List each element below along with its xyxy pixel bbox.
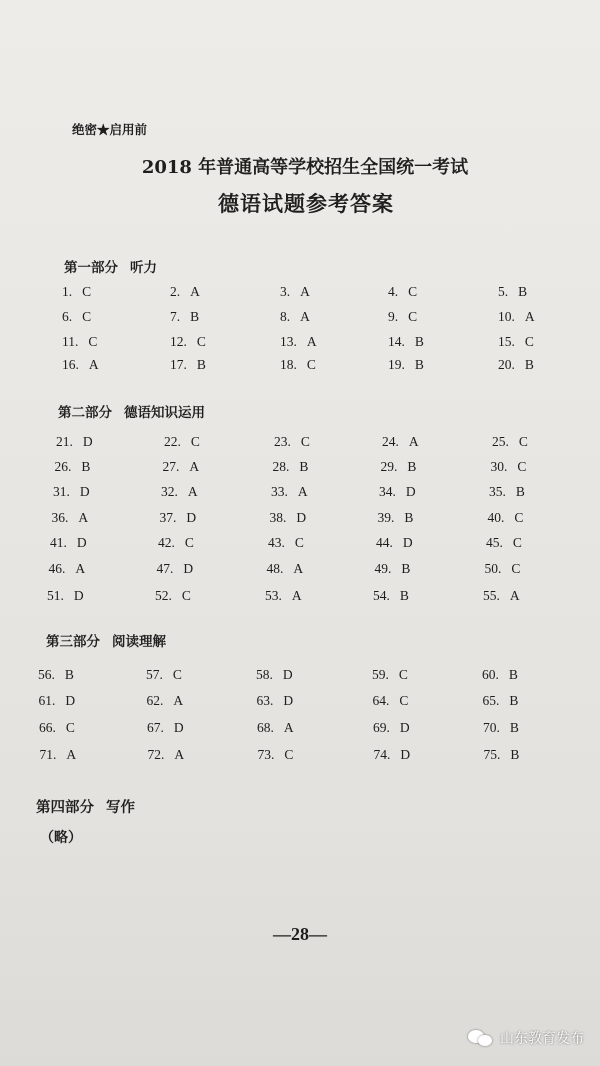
answer-item xyxy=(373,720,410,736)
section-subtitle: 阅读理解 xyxy=(112,634,166,650)
question-number: 32. xyxy=(161,484,178,499)
answer-letter: B xyxy=(515,484,525,499)
question-number: 57. xyxy=(146,667,163,682)
answer-item xyxy=(498,309,535,325)
answer-letter: B xyxy=(64,667,74,682)
answer-item xyxy=(55,459,91,475)
question-number: 67. xyxy=(147,720,164,735)
answer-item xyxy=(280,334,317,350)
watermark-text: 山东教育发布 xyxy=(500,1031,584,1047)
answer-item xyxy=(164,434,200,450)
question-number: 51. xyxy=(47,588,64,603)
answer-item xyxy=(256,667,293,683)
answer-item xyxy=(488,510,524,526)
question-number: 49. xyxy=(374,561,392,576)
question-number: 7. xyxy=(170,309,181,324)
answer-item xyxy=(486,535,522,551)
answer-letter: C xyxy=(294,535,304,550)
question-number: 23. xyxy=(274,434,291,449)
answer-letter: A xyxy=(297,484,308,499)
answer-letter: D xyxy=(402,535,413,550)
answer-letter: D xyxy=(282,667,293,682)
section-heading-part4 xyxy=(36,796,135,817)
section-title: 第一部分 xyxy=(64,260,118,276)
question-number: 59. xyxy=(372,667,389,682)
page-number: —28— xyxy=(273,924,327,944)
question-number: 38. xyxy=(269,510,287,525)
question-number: 2. xyxy=(170,284,181,299)
answer-letter: A xyxy=(189,459,200,474)
answer-letter: C xyxy=(65,720,75,735)
answer-item xyxy=(483,693,519,709)
answer-item xyxy=(147,693,184,709)
question-number: 72. xyxy=(147,747,165,762)
doc-title: 德语试题参考答案 xyxy=(218,191,394,216)
answer-letter: D xyxy=(76,535,87,550)
answer-letter: C xyxy=(82,309,92,324)
answer-item xyxy=(50,535,87,551)
question-number: 52. xyxy=(155,588,172,603)
question-number: 16. xyxy=(62,357,79,372)
question-number: 37. xyxy=(159,510,177,525)
answer-item xyxy=(280,284,310,300)
answer-letter: A xyxy=(293,561,304,576)
question-number: 56. xyxy=(38,667,55,682)
answer-item xyxy=(146,667,182,683)
question-number: 61. xyxy=(38,693,56,708)
answer-item xyxy=(485,561,521,577)
answer-letter: B xyxy=(401,561,411,576)
question-number: 4. xyxy=(388,284,399,299)
answer-item xyxy=(378,510,414,526)
question-number: 26. xyxy=(54,459,72,474)
question-number: 30. xyxy=(490,459,508,474)
answer-item xyxy=(170,284,200,300)
answer-letter: C xyxy=(82,284,92,299)
answer-item xyxy=(381,459,417,475)
answer-letter: D xyxy=(283,693,294,708)
answer-letter: C xyxy=(524,334,534,349)
secret-label: 绝密★启用前 xyxy=(72,122,148,137)
question-number: 45. xyxy=(486,535,503,550)
question-number: 17. xyxy=(170,357,187,372)
answer-item xyxy=(160,510,197,526)
question-number: 50. xyxy=(484,561,502,576)
answer-letter: C xyxy=(196,334,206,349)
answer-letter: A xyxy=(408,434,419,449)
question-number: 46. xyxy=(48,561,66,576)
question-number: 42. xyxy=(158,535,175,550)
question-number: 55. xyxy=(483,588,500,603)
answer-letter: C xyxy=(518,434,528,449)
question-number: 70. xyxy=(483,720,500,735)
answer-letter: D xyxy=(183,561,194,576)
question-number: 41. xyxy=(50,535,67,550)
answer-item xyxy=(170,309,199,325)
answer-letter: C xyxy=(408,284,418,299)
question-number: 28. xyxy=(272,459,290,474)
answer-letter: A xyxy=(88,357,99,372)
answer-item xyxy=(163,459,200,475)
answer-item xyxy=(483,720,519,736)
question-number: 69. xyxy=(373,720,390,735)
question-number: 47. xyxy=(156,561,174,576)
answer-item xyxy=(489,484,525,500)
question-number: 58. xyxy=(256,667,273,682)
answer-letter: A xyxy=(291,588,302,603)
answer-letter: C xyxy=(300,434,310,449)
question-number: 33. xyxy=(271,484,288,499)
question-number: 31. xyxy=(53,484,70,499)
answer-letter: C xyxy=(398,667,408,682)
answer-letter: D xyxy=(82,434,93,449)
question-number: 68. xyxy=(257,720,274,735)
answer-item xyxy=(373,693,409,709)
answer-letter: B xyxy=(399,588,409,603)
answer-item xyxy=(483,588,520,604)
answer-item xyxy=(373,588,409,604)
answer-letter: B xyxy=(414,334,424,349)
answer-item xyxy=(161,484,198,500)
answer-letter: A xyxy=(300,309,310,324)
section-title: 第三部分 xyxy=(46,634,100,650)
answer-letter: A xyxy=(78,510,89,525)
answer-letter: C xyxy=(514,510,524,525)
answer-letter: A xyxy=(283,720,294,735)
question-number: 35. xyxy=(489,484,506,499)
answer-item xyxy=(40,747,77,763)
answer-letter: D xyxy=(73,588,84,603)
question-number: 11. xyxy=(62,334,79,349)
question-number: 63. xyxy=(256,693,274,708)
question-number: 48. xyxy=(266,561,284,576)
answer-letter: A xyxy=(66,747,77,762)
question-number: 21. xyxy=(56,434,73,449)
answer-item xyxy=(270,510,307,526)
answer-letter: D xyxy=(400,747,411,762)
answer-letter: A xyxy=(75,561,86,576)
answer-item xyxy=(498,357,534,373)
writing-omitted-note: （略） xyxy=(40,830,82,846)
question-number: 1. xyxy=(62,284,73,299)
answer-letter: C xyxy=(399,693,409,708)
question-number: 54. xyxy=(373,588,390,603)
question-number: 36. xyxy=(51,510,69,525)
answer-item xyxy=(62,357,99,373)
answer-item xyxy=(379,484,416,500)
answer-letter: A xyxy=(190,284,200,299)
answer-item xyxy=(53,484,90,500)
question-number: 62. xyxy=(146,693,164,708)
answer-letter: C xyxy=(184,535,194,550)
question-number: 18. xyxy=(280,357,297,372)
answer-letter: D xyxy=(65,693,76,708)
answer-item xyxy=(382,434,419,450)
answer-letter: B xyxy=(299,459,309,474)
answer-letter: B xyxy=(510,747,520,762)
answer-item xyxy=(267,561,304,577)
answer-letter: A xyxy=(306,334,317,349)
question-number: 66. xyxy=(39,720,56,735)
answer-letter: B xyxy=(509,693,519,708)
answer-item xyxy=(273,459,309,475)
answer-item xyxy=(491,459,527,475)
section-title: 第二部分 xyxy=(58,405,112,421)
answer-letter: B xyxy=(404,510,414,525)
question-number: 53. xyxy=(265,588,282,603)
answer-item xyxy=(148,747,185,763)
answer-letter: A xyxy=(524,309,535,324)
section-title: 第四部分 xyxy=(36,799,94,816)
answer-item xyxy=(280,309,310,325)
answer-item xyxy=(388,357,424,373)
answer-letter: C xyxy=(512,535,522,550)
answer-item xyxy=(147,720,184,736)
answer-item xyxy=(484,747,520,763)
answer-letter: D xyxy=(296,510,307,525)
question-number: 75. xyxy=(483,747,501,762)
answer-item xyxy=(157,561,194,577)
answer-item xyxy=(268,535,304,551)
answer-item xyxy=(158,535,194,551)
answer-item xyxy=(498,334,534,350)
answer-letter: D xyxy=(79,484,90,499)
answer-item xyxy=(257,720,294,736)
answer-letter: C xyxy=(517,459,527,474)
question-number: 14. xyxy=(388,334,405,349)
answer-letter: A xyxy=(300,284,310,299)
answer-letter: B xyxy=(407,459,417,474)
answer-letter: A xyxy=(187,484,198,499)
answer-letter: B xyxy=(190,309,200,324)
section-subtitle: 听力 xyxy=(130,260,157,276)
answer-letter: B xyxy=(509,720,519,735)
question-number: 25. xyxy=(492,434,509,449)
question-number: 40. xyxy=(487,510,505,525)
answer-item xyxy=(49,561,86,577)
section-subtitle: 写作 xyxy=(106,799,135,816)
answer-item xyxy=(482,667,518,683)
section-subtitle: 德语知识运用 xyxy=(124,405,205,421)
answer-item xyxy=(388,309,417,325)
question-number: 43. xyxy=(268,535,285,550)
answer-letter: A xyxy=(174,747,185,762)
question-number: 74. xyxy=(373,747,391,762)
question-number: 20. xyxy=(498,357,515,372)
section-heading-part3 xyxy=(46,630,166,650)
answer-item xyxy=(492,434,528,450)
answer-letter: B xyxy=(81,459,91,474)
question-number: 27. xyxy=(162,459,180,474)
answer-item xyxy=(62,334,97,350)
answer-letter: C xyxy=(408,309,418,324)
question-number: 5. xyxy=(498,284,509,299)
question-number: 24. xyxy=(382,434,399,449)
answer-letter: C xyxy=(306,357,316,372)
answer-item xyxy=(52,510,89,526)
answer-letter: B xyxy=(524,357,534,372)
answer-item xyxy=(375,561,411,577)
question-number: 60. xyxy=(482,667,499,682)
answer-item xyxy=(47,588,84,604)
exam-title: 2018 年普通高等学校招生全国统一考试 xyxy=(141,157,469,178)
question-number: 73. xyxy=(257,747,275,762)
question-number: 29. xyxy=(380,459,398,474)
question-number: 39. xyxy=(377,510,395,525)
answer-letter: D xyxy=(186,510,197,525)
question-number: 19. xyxy=(388,357,405,372)
section-heading-part1 xyxy=(64,256,157,276)
question-number: 9. xyxy=(388,309,399,324)
question-number: 44. xyxy=(376,535,393,550)
question-number: 13. xyxy=(280,334,297,349)
answer-item xyxy=(271,484,308,500)
answer-item xyxy=(62,309,91,325)
answer-item xyxy=(388,284,417,300)
answer-item xyxy=(56,434,93,450)
answer-item xyxy=(62,284,91,300)
answer-letter: B xyxy=(196,357,206,372)
answer-letter: D xyxy=(399,720,410,735)
answer-item xyxy=(498,284,527,300)
answer-letter: C xyxy=(172,667,182,682)
answer-letter: C xyxy=(284,747,294,762)
wechat-icon xyxy=(468,1028,494,1048)
question-number: 12. xyxy=(170,334,187,349)
answer-letter: D xyxy=(405,484,416,499)
answer-letter: C xyxy=(181,588,191,603)
question-number: 64. xyxy=(372,693,390,708)
answer-item xyxy=(388,334,424,350)
answer-letter: D xyxy=(173,720,184,735)
answer-item xyxy=(257,693,294,709)
answer-letter: C xyxy=(511,561,521,576)
question-number: 3. xyxy=(280,284,291,299)
question-number: 15. xyxy=(498,334,515,349)
answer-letter: B xyxy=(508,667,518,682)
answer-item xyxy=(274,434,310,450)
answer-letter: C xyxy=(88,334,98,349)
answer-item xyxy=(374,747,411,763)
answer-item xyxy=(372,667,408,683)
answer-item xyxy=(265,588,302,604)
answer-item xyxy=(39,693,76,709)
question-number: 10. xyxy=(498,309,515,324)
answer-item xyxy=(258,747,294,763)
answer-letter: A xyxy=(173,693,184,708)
question-number: 71. xyxy=(39,747,57,762)
question-number: 6. xyxy=(62,309,73,324)
question-number: 22. xyxy=(164,434,181,449)
answer-letter: B xyxy=(518,284,528,299)
answer-item xyxy=(155,588,191,604)
answer-item xyxy=(376,535,413,551)
section-heading-part2 xyxy=(58,401,205,421)
answer-item xyxy=(38,667,74,683)
answer-letter: B xyxy=(414,357,424,372)
watermark xyxy=(468,1028,584,1048)
question-number: 8. xyxy=(280,309,291,324)
answer-letter: C xyxy=(190,434,200,449)
answer-item xyxy=(39,720,75,736)
answer-letter: A xyxy=(509,588,520,603)
answer-item xyxy=(170,357,206,373)
answer-item xyxy=(170,334,206,350)
question-number: 34. xyxy=(379,484,396,499)
answer-item xyxy=(280,357,316,373)
question-number: 65. xyxy=(482,693,500,708)
